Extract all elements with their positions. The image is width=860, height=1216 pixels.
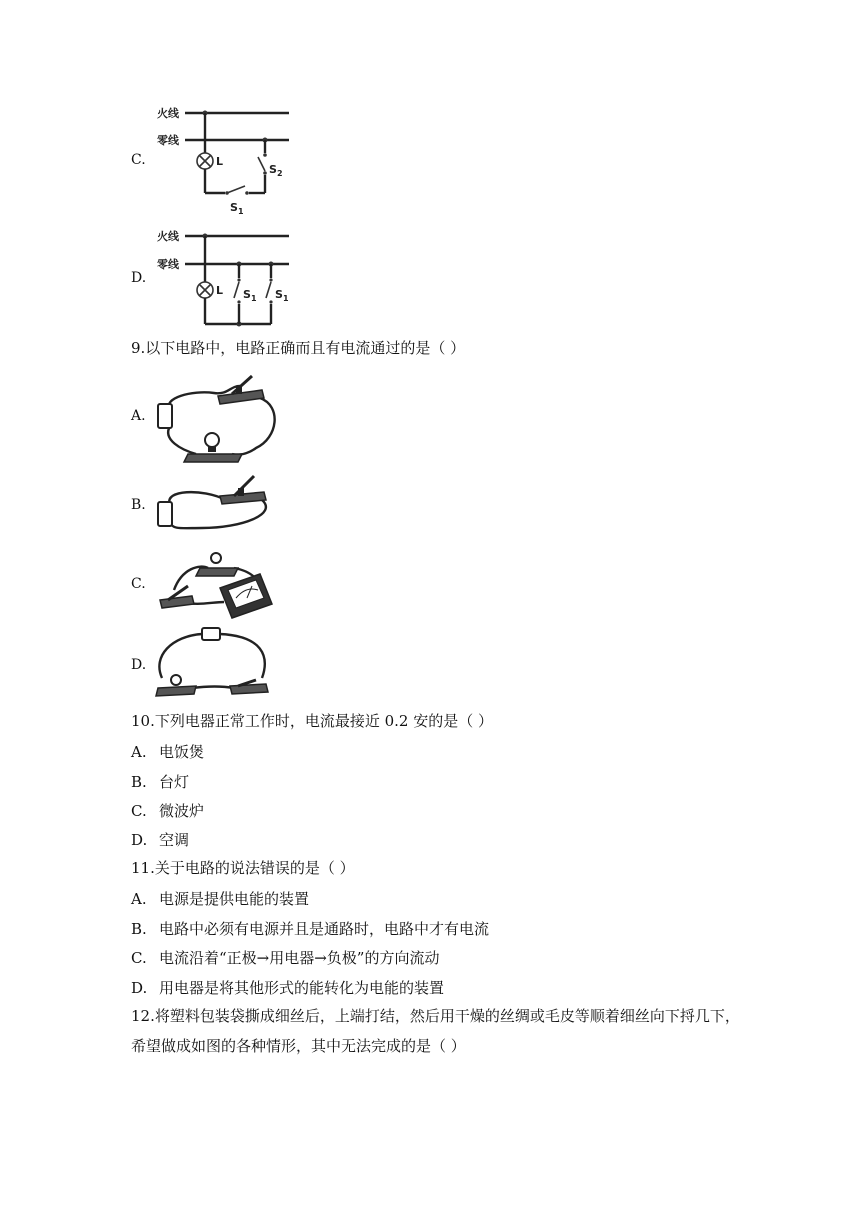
q9-option-d-label: D. — [131, 657, 147, 673]
switch-s2-label: $S_2$ — [269, 163, 283, 178]
switch-s2-symbol — [266, 278, 273, 303]
q8-option-c-circuit-diagram — [155, 103, 295, 221]
q9-option-b-label: B. — [131, 497, 146, 513]
q8-option-c-label: C. — [131, 152, 146, 168]
switch-s1-label: $S_1$ — [243, 288, 257, 303]
switch-icon — [220, 476, 266, 504]
q9-option-c-label: C. — [131, 576, 146, 592]
neutral-wire-label: 零线 — [157, 134, 179, 147]
live-wire-label: 火线 — [157, 107, 179, 120]
q11-choice-c: C. 电流沿着“正极→用电器→负极”的方向流动 — [131, 949, 440, 967]
q11-choice-b: B. 电路中必须有电源并且是通路时，电路中才有电流 — [131, 920, 490, 938]
live-wire-label: 火线 — [157, 230, 179, 243]
battery-icon — [158, 502, 172, 526]
q10-choice-a: A. 电饭煲 — [131, 743, 205, 761]
q9-option-a-circuit-illustration — [152, 368, 272, 468]
battery-icon — [202, 628, 220, 640]
q11-choice-a: A. 电源是提供电能的装置 — [131, 890, 310, 908]
lamp-l-symbol — [197, 282, 213, 298]
lamp-l-label: L — [216, 284, 224, 297]
q9-option-c-circuit-illustration — [152, 546, 277, 620]
q8-option-d-label: D. — [131, 270, 147, 286]
q12-question-text-line1: 12.将塑料包装袋撕成细丝后，上端打结，然后用干燥的丝绸或毛皮等顺着细丝向下捋几下， — [131, 1007, 740, 1025]
switch-icon — [160, 586, 194, 608]
q10-choice-c: C. 微波炉 — [131, 802, 205, 820]
switch-s1-symbol — [234, 278, 241, 303]
q12-question-text-line2: 希望做成如图的各种情形，其中无法完成的是（ ） — [131, 1037, 466, 1055]
q8-option-d-circuit-diagram — [155, 226, 295, 330]
q10-question-text: 10.下列电器正常工作时，电流最接近 0.2 安的是（ ） — [131, 712, 494, 730]
switch-s2-label: $S_1$ — [275, 288, 289, 303]
light-bulb-icon — [156, 675, 196, 696]
q10-choice-b: B. 台灯 — [131, 773, 190, 791]
q9-option-a-label: A. — [131, 408, 146, 424]
light-bulb-icon — [196, 553, 238, 576]
light-bulb-icon — [184, 433, 242, 462]
ammeter-icon — [220, 574, 272, 618]
switch-icon — [230, 680, 268, 694]
switch-s1-symbol — [225, 186, 249, 195]
q11-question-text: 11.关于电路的说法错误的是（ ） — [131, 859, 355, 877]
switch-icon — [218, 376, 264, 404]
q9-question-text: 9.以下电路中，电路正确而且有电流通过的是（ ） — [131, 339, 466, 357]
neutral-wire-label: 零线 — [157, 258, 179, 271]
q9-option-b-circuit-illustration — [152, 470, 272, 540]
lamp-l-label: L — [216, 155, 224, 168]
q9-option-d-circuit-illustration — [152, 626, 272, 698]
q11-choice-d: D. 用电器是将其他形式的能转化为电能的装置 — [131, 979, 445, 997]
q10-choice-d: D. 空调 — [131, 831, 190, 849]
battery-icon — [158, 404, 172, 428]
lamp-l-symbol — [197, 153, 213, 169]
switch-s1-label: $S_1$ — [230, 201, 244, 216]
switch-s2-symbol — [258, 153, 267, 175]
